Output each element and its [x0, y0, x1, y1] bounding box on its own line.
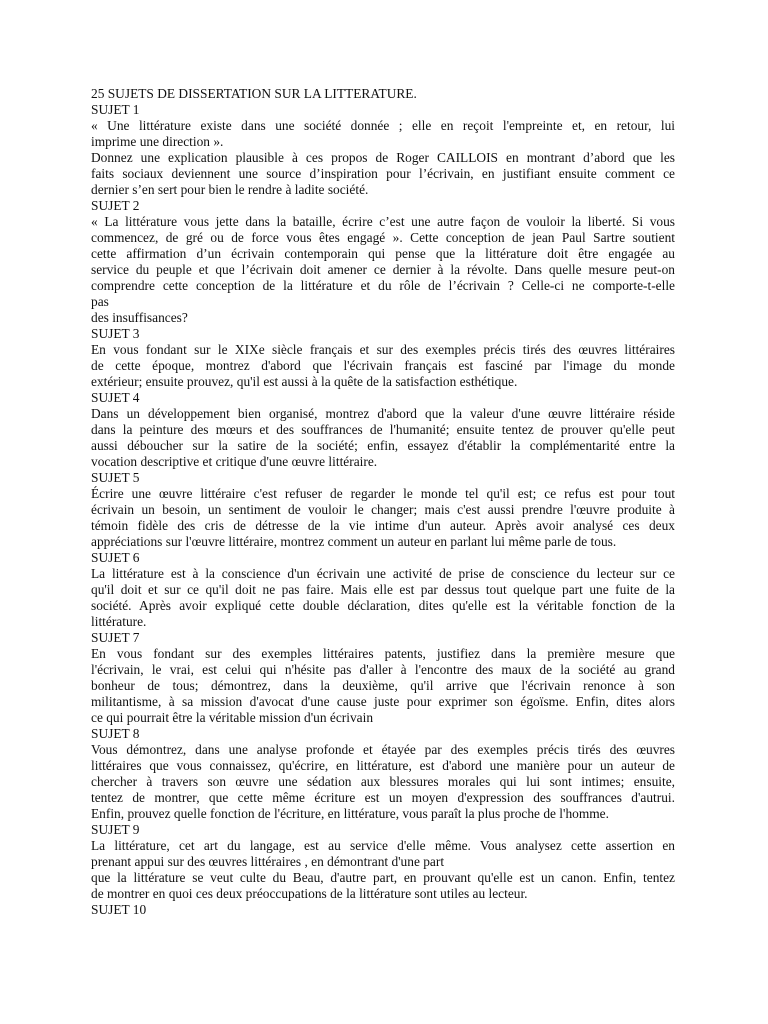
text-line: que la littérature se veut culte du Beau, d'autre part, en prouvant qu'elle est un canon. Enfin, tentez [91, 870, 675, 885]
subject-heading: SUJET 6 [91, 550, 140, 565]
text-line: Écrire une œuvre littéraire c'est refuser de regarder le monde tel qu'il est; ce refus est pour tout [91, 486, 675, 501]
text-line: appréciations sur l'œuvre littéraire, montrez comment un auteur en parlant lui même parle de tous. [91, 534, 617, 549]
subject-heading: SUJET 3 [91, 326, 140, 341]
text-line: En vous fondant sur des exemples littéraires patents, justifiez dans la première mesure que [91, 646, 675, 661]
text-line: de cette époque, montrez d'abord que l'écrivain français est fasciné par l'image du monde [91, 358, 675, 373]
subject-heading: SUJET 8 [91, 726, 140, 741]
document-title: 25 SUJETS DE DISSERTATION SUR LA LITTERATURE. [91, 86, 417, 101]
text-line: « La littérature vous jette dans la bataille, écrire c’est une autre façon de vouloir la liberté. Si vous [91, 214, 675, 229]
text-line: littérature. [91, 614, 147, 629]
text-line: vocation descriptive et critique d'une œuvre littéraire. [91, 454, 378, 469]
text-line: des insuffisances? [91, 310, 188, 325]
text-line: pas [91, 294, 109, 309]
text-line: écrivain un besoin, un sentiment de vouloir le changer; mais c'est aussi prendre l'œuvre produite à [91, 502, 675, 517]
subject-heading: SUJET 2 [91, 198, 140, 213]
text-line: faits sociaux deviennent une source d’inspiration pour l’écrivain, en justifiant ensuite comment ce [91, 166, 675, 181]
text-line: aussi déboucher sur la satire de la société; enfin, essayez d'établir la complémentarité entre la [91, 438, 675, 453]
subject-heading: SUJET 7 [91, 630, 140, 645]
text-line: La littérature, cet art du langage, est au service d'elle même. Vous analysez cette assertion en [91, 838, 675, 853]
text-line: La littérature est à la conscience d'un écrivain une activité de prise de conscience du lecteur sur ce [91, 566, 675, 581]
text-line: dernier s’en sert pour bien le rendre à ladite société. [91, 182, 369, 197]
text-line: littéraires que vous connaissez, qu'écrire, en littérature, est d'abord une manière pour un auteur de [91, 758, 675, 773]
text-line: Dans un développement bien organisé, montrez d'abord que la valeur d'une œuvre littéraire réside [91, 406, 675, 421]
text-line: commencez, de gré ou de force vous êtes engagé ». Cette conception de jean Paul Sartre soutient [91, 230, 675, 245]
text-line: témoin fidèle des cris de détresse de la vie intime d'un auteur. Après avoir analysé ces deux [91, 518, 675, 533]
subject-heading: SUJET 5 [91, 470, 140, 485]
text-line: Enfin, prouvez quelle fonction de l'écriture, en littérature, vous paraît la plus proche de l'homme. [91, 806, 609, 821]
text-line: l'écrivain, le vrai, est celui qui n'hésite pas d'aller à l'encontre des maux de la société au grand [91, 662, 675, 677]
text-line: tentez de montrer, que cette même écriture est un moyen d'expression des souffrances d'autrui. [91, 790, 675, 805]
text-line: militantisme, à sa mission d'avocat d'une cause juste pour exprimer son égoïsme. Enfin, dites alors [91, 694, 675, 709]
text-line: Donnez une explication plausible à ces propos de Roger CAILLOIS en montrant d’abord que les [91, 150, 675, 165]
text-line: chercher à travers son œuvre une sédation aux blessures morales qui lui sont intimes; ensuite, [91, 774, 675, 789]
subject-heading: SUJET 1 [91, 102, 140, 117]
text-line: « Une littérature existe dans une société donnée ; elle en reçoit l'empreinte et, en retour, lui [91, 118, 675, 133]
text-line: ce qui pourrait être la véritable mission d'un écrivain [91, 710, 374, 725]
text-line: En vous fondant sur le XIXe siècle français et sur des exemples précis tirés des œuvres littéraires [91, 342, 675, 357]
subject-heading: SUJET 9 [91, 822, 140, 837]
document-body [91, 102, 675, 918]
text-line: extérieur; ensuite prouvez, qu'il est aussi à la quête de la satisfaction esthétique. [91, 374, 518, 389]
text-line: prenant appui sur des œuvres littéraires , en démontrant d'une part [91, 854, 445, 869]
text-line: cette affirmation d’un écrivain contemporain qui pense que la littérature doit être engagée au [91, 246, 675, 261]
text-line: service du peuple et que l’écrivain doit amener ce dernier à la révolte. Dans quelle mesure peut-on [91, 262, 675, 277]
text-line: bonheur de tous; démontrez, dans la deuxième, qu'il arrive que l'écrivain renonce à son [91, 678, 675, 693]
text-line: comprendre cette conception de la littérature et du rôle de l’écrivain ? Celle-ci ne comporte-t-elle [91, 278, 675, 293]
text-line: de montrer en quoi ces deux préoccupations de la littérature sont utiles au lecteur. [91, 886, 528, 901]
subject-heading: SUJET 10 [91, 902, 147, 917]
subject-heading: SUJET 4 [91, 390, 140, 405]
text-line: imprime une direction ». [91, 134, 224, 149]
text-line: dans la peinture des mœurs et des souffrances de l'humanité; ensuite tentez de prouver qu'elle peut [91, 422, 675, 437]
text-line: société. Après avoir expliqué cette double déclaration, dites qu'elle est la véritable fonction de la [91, 598, 675, 613]
text-line: qu'il doit et sur ce qu'il doit ne pas faire. Mais elle est par dessus tout quelque part une fuite de la [91, 582, 675, 597]
text-line: Vous démontrez, dans une analyse profonde et étayée par des exemples précis tirés des œuvres [91, 742, 675, 757]
document-page [91, 86, 675, 918]
